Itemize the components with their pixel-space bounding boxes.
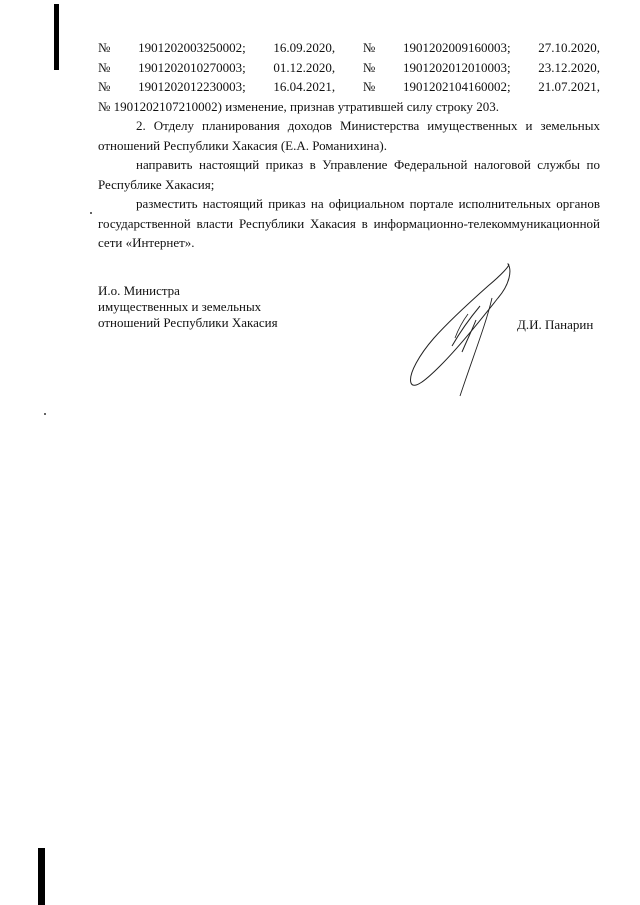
paragraph-publish: разместить настоящий приказ на официальном портале исполнительных органов государственной власти Республики Хакасия в информационно-телекоммуникационной сети «Интернет». bbox=[98, 196, 600, 250]
paragraph-send-tax: направить настоящий приказ в Управление Федеральной налоговой службы по Республике Хакасия; bbox=[98, 157, 600, 192]
signatory-name: Д.И. Панарин bbox=[517, 317, 594, 332]
registry-row: № 1901202003250002; 16.09.2020, № 1901202009160003; 27.10.2020, bbox=[98, 40, 600, 55]
scan-edge-top bbox=[54, 4, 59, 70]
scan-speck bbox=[90, 212, 92, 214]
registry-last-line: № 1901202107210002) изменение, признав утратившей силу строку 203. bbox=[98, 98, 499, 114]
paragraph-department: 2. Отделу планирования доходов Министерства имущественных и земельных отношений Республики Хакасия (Е.А. Романихина). bbox=[98, 118, 600, 153]
signatory-position: И.о. Министра имущественных и земельных отношений Республики Хакасия bbox=[98, 283, 278, 330]
order-text bbox=[98, 38, 600, 253]
registry-row: № 1901202010270003; 01.12.2020, № 1901202012010003; 23.12.2020, bbox=[98, 59, 600, 75]
registry-row: № 1901202012230003; 16.04.2021, № 1901202104160002; 21.07.2021, bbox=[98, 79, 600, 94]
handwritten-signature bbox=[400, 258, 525, 398]
scan-edge-bottom bbox=[38, 848, 45, 905]
scan-speck bbox=[44, 413, 46, 415]
